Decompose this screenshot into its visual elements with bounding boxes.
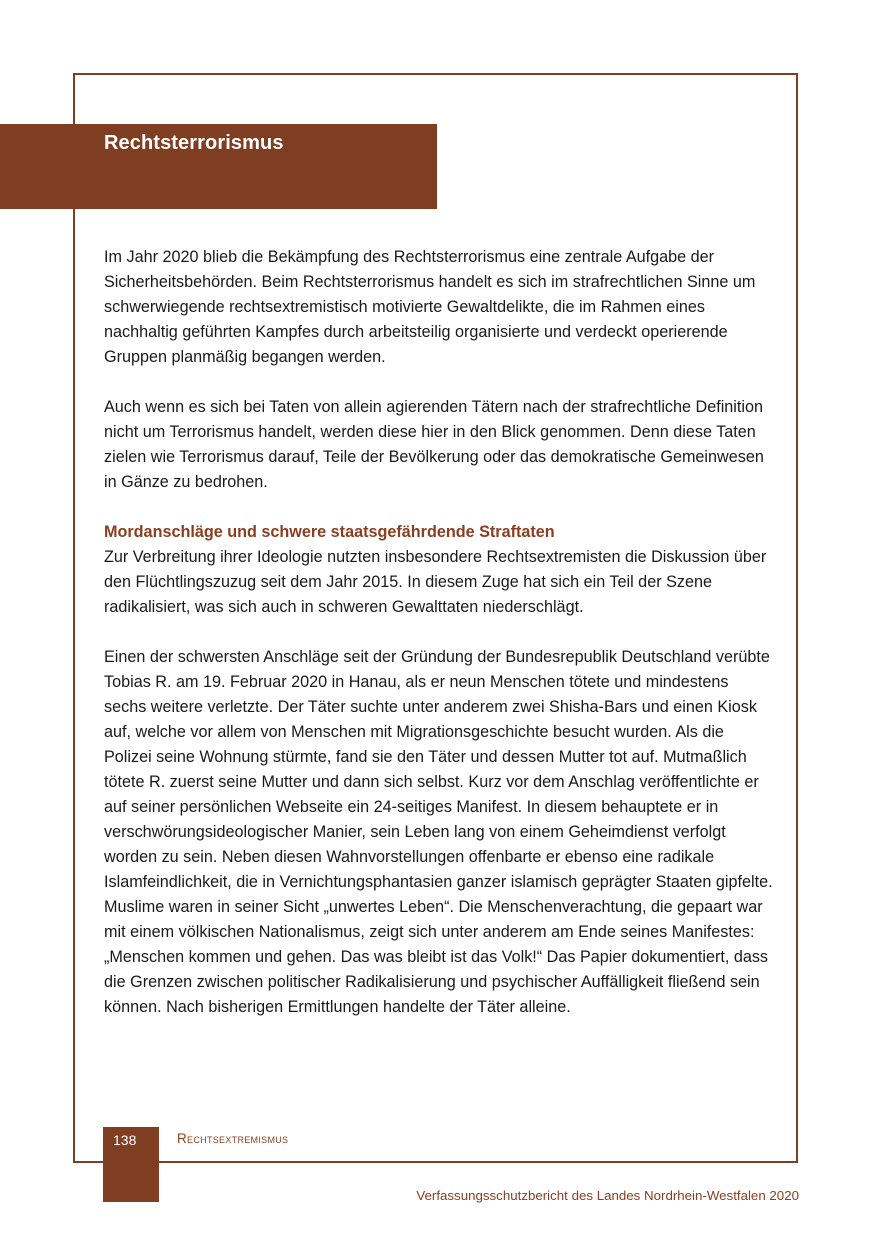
section-subheading: Mordanschläge und schwere staatsgefährdende Straftaten [104,523,555,541]
page-title: Rechtsterrorismus [104,132,284,154]
page-number: 138 [113,1132,137,1148]
paragraph-intro: Im Jahr 2020 blieb die Bekämpfung des Rechtsterrorismus eine zentrale Aufgabe der Sicherheitsbehörden. Beim Rechtsterrorismus handelt es sich im strafrechtlichen Sinne um schwerwiegende rechtsextremistisch motivierte Gewaltdelikte, die im Rahmen eines nachhaltig geführten Kampfes durch arbeitsteilig organisierte und verdeckt operierende Gruppen planmäßig begangen werden. [104,248,756,366]
main-content [104,245,774,1045]
paragraph-radicalization: Zur Verbreitung ihrer Ideologie nutzten insbesondere Rechtsextremisten die Diskussion über den Flüchtlingszuzug seit dem Jahr 2015. In diesem Zuge hat sich ein Teil der Szene radikalisiert, was sich auch in schweren Gewalttaten niederschlägt. [104,548,767,616]
page-number-box [103,1127,159,1202]
title-band [0,124,437,209]
running-section-label: Rechtsextremismus [177,1131,289,1146]
publication-footer: Verfassungsschutzbericht des Landes Nordrhein-Westfalen 2020 [416,1188,799,1203]
paragraph-lone-actors: Auch wenn es sich bei Taten von allein agierenden Tätern nach der strafrechtliche Definition nicht um Terrorismus handelt, werden diese hier in den Blick genommen. Denn diese Taten zielen wie Terrorismus darauf, Teile der Bevölkerung oder das demokratische Gemeinwesen in Gänze zu bedrohen. [104,398,764,491]
paragraph-hanau: Einen der schwersten Anschläge seit der Gründung der Bundesrepublik Deutschland verübte Tobias R. am 19. Februar 2020 in Hanau, als er neun Menschen tötete und mindestens sechs weitere verletzte. Der Täter suchte unter anderem zwei Shisha-Bars und einen Kiosk auf, welche vor allem von Menschen mit Migrationsgeschichte besucht wurden. Als die Polizei seine Wohnung stürmte, fand sie den Täter und dessen Mutter tot auf. Mutmaßlich tötete R. zuerst seine Mutter und dann sich selbst. Kurz vor dem Anschlag veröffentlichte er auf seiner persönlichen Webseite ein 24-seitiges Manifest. In diesem behauptete er in verschwörungsideologischer Manier, sein Leben lang von einem Geheimdienst verfolgt worden zu sein. Neben diesen Wahnvorstellungen offenbarte er ebenso eine radikale Islamfeindlichkeit, die in Vernichtungsphantasien ganzer islamisch geprägter Staaten gipfelte. Muslime waren in seiner Sicht „unwertes Leben“. Die Menschenverachtung, die gepaart war mit einem völkischen Nationalismus, zeigt sich unter anderem am Ende seines Manifestes: „Menschen kommen und gehen. Das was bleibt ist das Volk!“ Das Papier dokumentiert, dass die Grenzen zwischen politischer Radikalisierung und psychischer Auffälligkeit fließend sein können. Nach bisherigen Ermittlungen handelte der Täter alleine. [104,648,773,1016]
